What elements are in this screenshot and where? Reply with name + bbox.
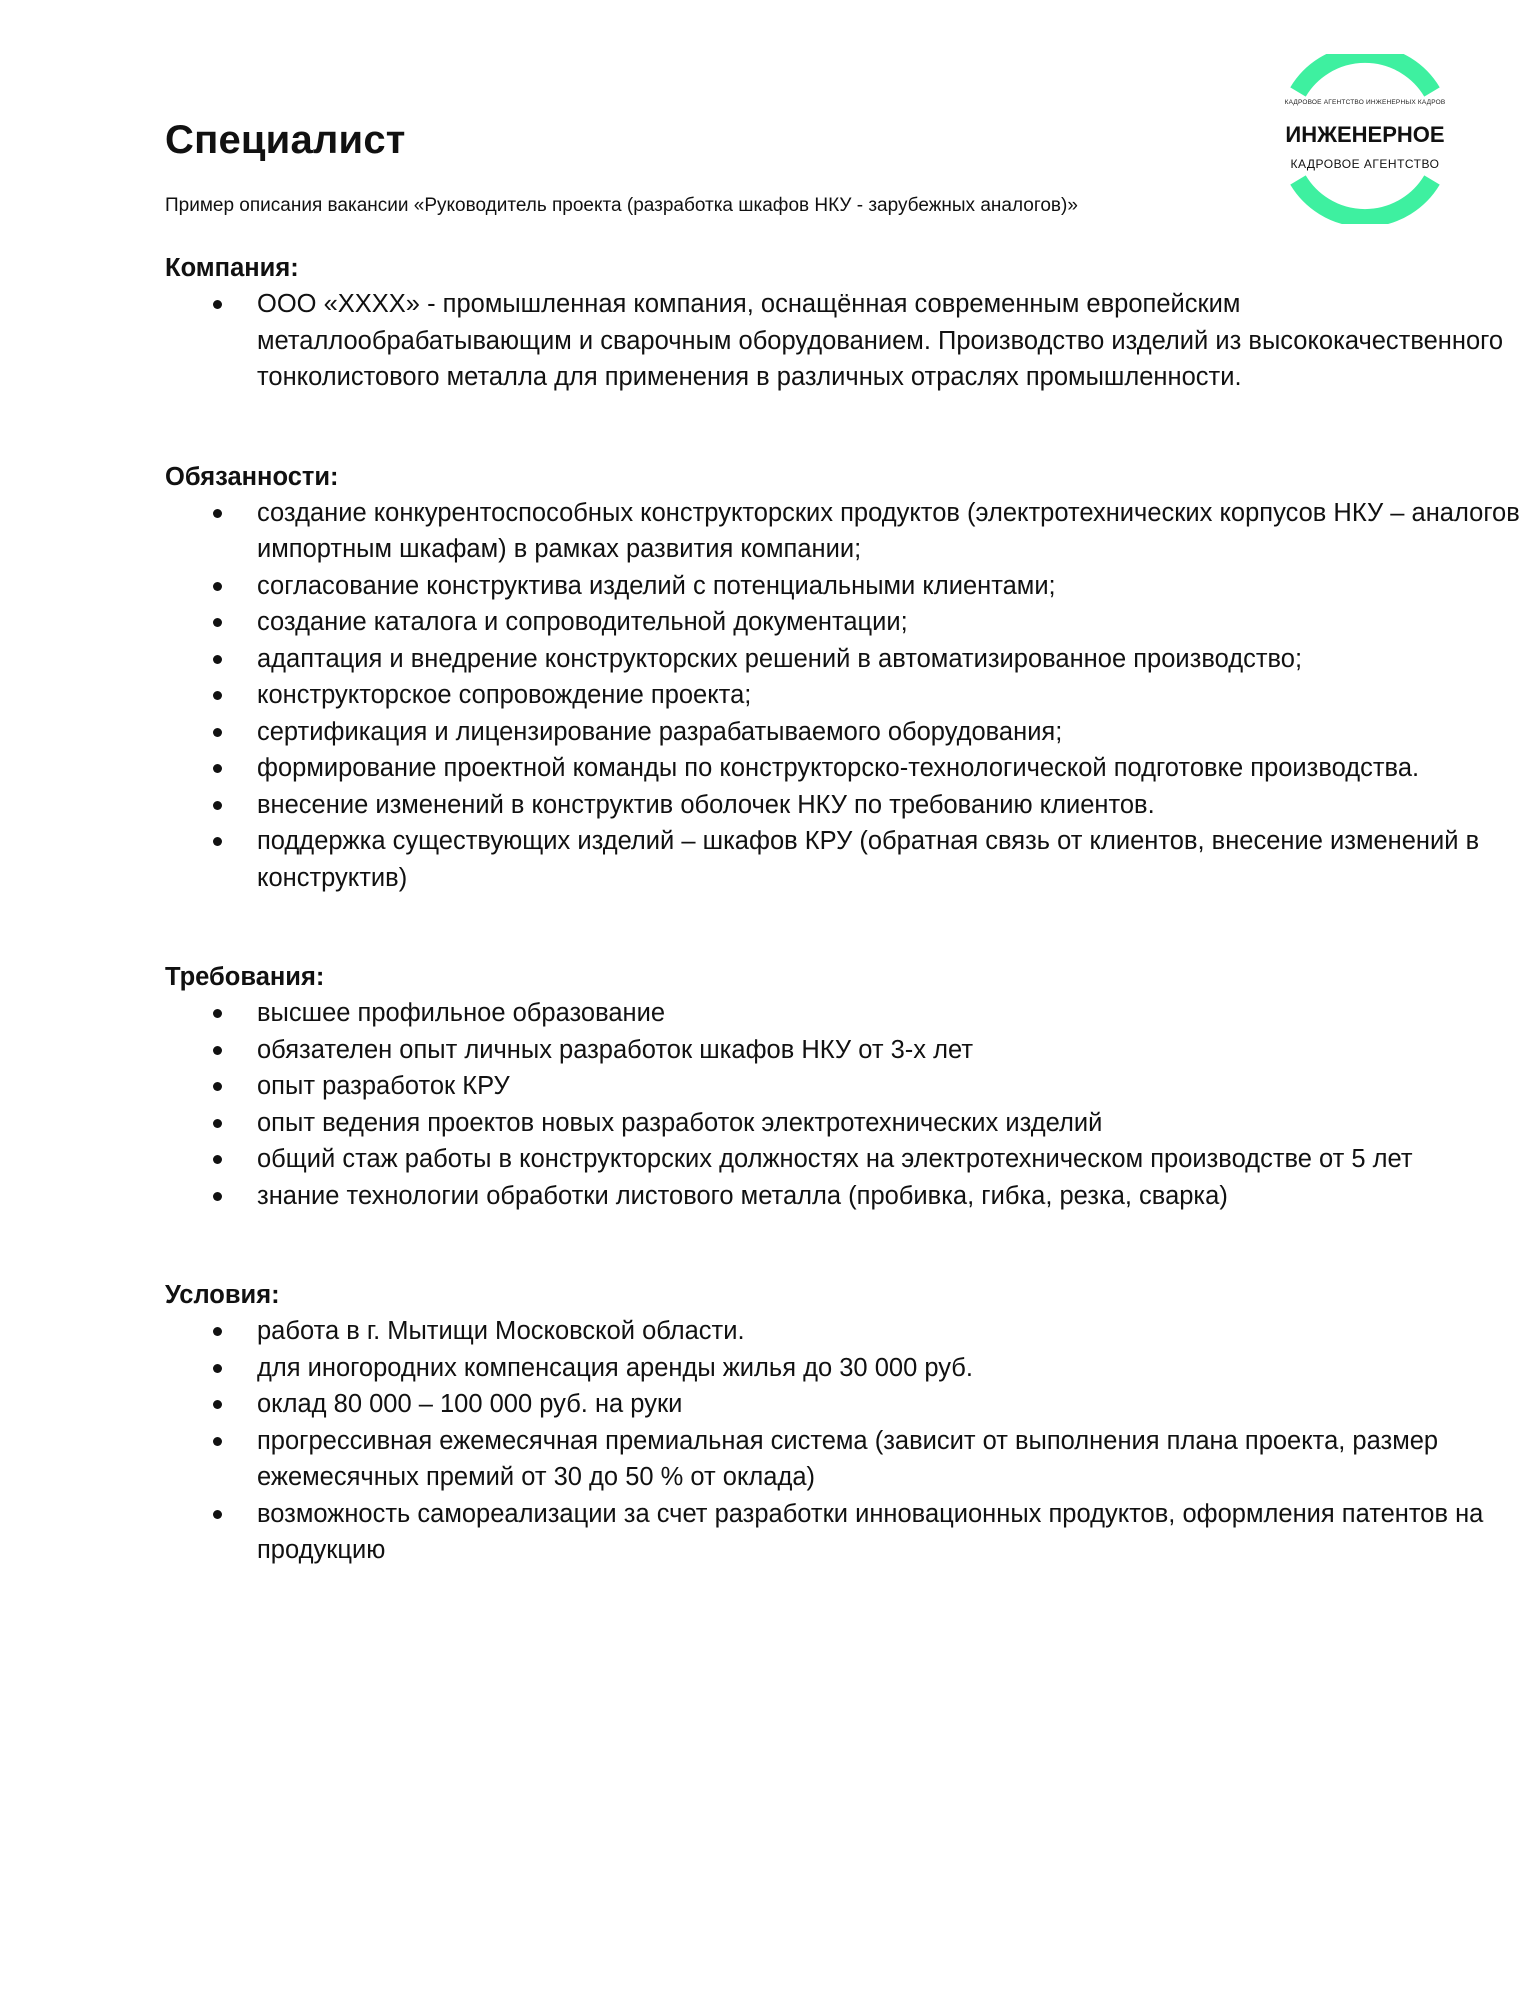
list-item-text: возможность самореализации за счет разработки инновационных продуктов, оформления патентов на продукцию (257, 1499, 1484, 1564)
logo-tagline: КАДРОВОЕ АГЕНТСТВО ИНЖЕНЕРНЫХ КАДРОВ (1284, 99, 1446, 106)
bullet-icon (213, 1192, 222, 1201)
list-item-text: адаптация и внедрение конструкторских решений в автоматизированное производство; (257, 644, 1303, 673)
list-item-text: прогрессивная ежемесячная премиальная система (зависит от выполнения плана проекта, размер ежемесячных премий от 30 до 50 % от оклада) (257, 1426, 1439, 1491)
list-item (165, 1032, 1523, 1069)
list-item-text: согласование конструктива изделий с потенциальными клиентами; (257, 571, 1056, 600)
bullet-icon (213, 1400, 222, 1409)
list-item-text: общий стаж работы в конструкторских должностях на электротехническом производстве от 5 лет (257, 1145, 1413, 1173)
list-item-text: опыт разработок КРУ (257, 1072, 510, 1100)
logo-name: ИНЖЕНЕРНОЕ (1285, 122, 1445, 147)
list-item-text: высшее профильное образование (257, 999, 666, 1027)
list-item (165, 286, 1523, 396)
list-item-text: сертификация и лицензирование разрабатываемого оборудования; (257, 717, 1063, 746)
agency-logo (1270, 54, 1460, 224)
bullet-icon (213, 837, 222, 846)
list-item-text: обязателен опыт личных разработок шкафов НКУ от 3-х лет (257, 1035, 973, 1064)
list-item (165, 1313, 1523, 1350)
bullet-icon (213, 691, 222, 700)
bullet-icon (213, 764, 222, 773)
logo-subname: КАДРОВОЕ АГЕНТСТВО (1290, 157, 1440, 171)
list-item-text: ООО «ХХХХ» - промышленная компания, оснащённая современным европейским металлообрабатывающим и сварочным оборудованием. Производство изделий из высококачественного тонколистового металла для применения в различных отраслях промышленности. (257, 290, 1504, 391)
section-conditions (165, 1277, 1484, 1569)
bullet-icon (213, 1119, 222, 1128)
list-item-text: внесение изменений в конструктив оболочек НКУ по требованию клиентов. (257, 790, 1155, 819)
section-company (165, 250, 1504, 396)
section-heading-requirements: Требования: (165, 963, 325, 991)
logo-bottom-arc (1298, 180, 1432, 218)
section-requirements (165, 959, 1465, 1214)
list-item-text: работа в г. Мытищи Московской области. (257, 1317, 745, 1345)
list-item-text: для иногородних компенсация аренды жилья до 30 000 руб. (257, 1353, 973, 1382)
list-item-text: формирование проектной команды по конструкторско-технологической подготовке производства. (257, 754, 1420, 782)
list-item-text: создание каталога и сопроводительной документации; (257, 608, 908, 636)
list-item (165, 750, 1523, 787)
bullet-icon (213, 1155, 222, 1164)
bullet-icon (213, 1009, 222, 1018)
bullet-icon (213, 509, 222, 518)
list-item (165, 1496, 1523, 1569)
bullet-icon (213, 618, 222, 627)
vacancy-content (165, 250, 1520, 1569)
list-item (165, 1423, 1523, 1496)
bullet-icon (213, 1510, 222, 1519)
list-item (165, 995, 1523, 1032)
requirements-list (165, 995, 1465, 1214)
list-item-text: конструкторское сопровождение проекта; (257, 681, 752, 709)
bullet-icon (213, 1327, 222, 1336)
list-item (165, 1105, 1523, 1142)
bullet-icon (213, 582, 222, 591)
list-item (165, 1350, 1523, 1387)
list-item (165, 641, 1523, 678)
list-item (165, 1141, 1523, 1178)
bullet-icon (213, 1437, 222, 1446)
page-title: Специалист (165, 118, 406, 162)
list-item (165, 604, 1523, 641)
list-item (165, 1386, 1523, 1423)
bullet-icon (213, 1082, 222, 1091)
section-heading-duties: Обязанности: (165, 462, 339, 491)
section-heading-conditions: Условия: (165, 1281, 280, 1309)
bullet-icon (213, 728, 222, 737)
bullet-icon (213, 300, 222, 309)
list-item-text: оклад 80 000 – 100 000 руб. на руки (257, 1390, 683, 1418)
list-item (165, 787, 1523, 824)
list-item-text: опыт ведения проектов новых разработок электротехнических изделий (257, 1108, 1103, 1137)
duties-list (165, 495, 1520, 897)
section-heading-company: Компания: (165, 254, 299, 282)
list-item-text: поддержка существующих изделий – шкафов КРУ (обратная связь от клиентов, внесение изменений в конструктив) (257, 827, 1480, 892)
list-item-text: знание технологии обработки листового металла (пробивка, гибка, резка, сварка) (257, 1181, 1228, 1210)
bullet-icon (213, 1364, 222, 1373)
conditions-list (165, 1313, 1484, 1569)
list-item (165, 823, 1523, 896)
bullet-icon (213, 801, 222, 810)
section-duties (165, 459, 1520, 897)
list-item (165, 677, 1523, 714)
logo-top-arc (1298, 54, 1432, 92)
bullet-icon (213, 1046, 222, 1055)
list-item (165, 1178, 1523, 1215)
list-item (165, 568, 1523, 605)
list-item (165, 1068, 1523, 1105)
list-item (165, 714, 1523, 751)
list-item (165, 495, 1523, 568)
page-subtitle: Пример описания вакансии «Руководитель проекта (разработка шкафов НКУ - зарубежных аналогов)» (165, 195, 1078, 216)
bullet-icon (213, 655, 222, 664)
company-list (165, 286, 1504, 396)
list-item-text: создание конкурентоспособных конструкторских продуктов (электротехнических корпусов НКУ – аналогов импортным шкафам) в рамках развития компании; (257, 498, 1520, 563)
